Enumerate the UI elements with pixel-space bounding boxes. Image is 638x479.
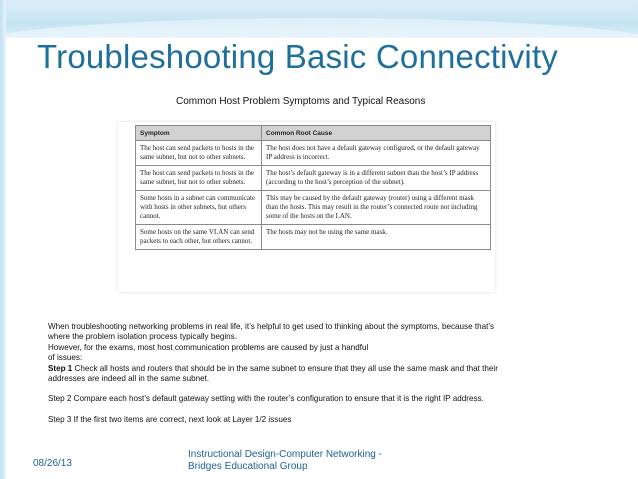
table-row — [136, 166, 491, 191]
symptom-cell: The host can send packets to hosts in the same subnet, but not to other subnets. — [136, 166, 262, 191]
table-row — [136, 191, 491, 225]
footer-date: 08/26/13 — [33, 458, 72, 469]
step-2: Step 2 Compare each host’s default gateway setting with the router’s configuration to ensure that it is the right IP address. — [48, 394, 484, 404]
step-1-text: Check all hosts and routers that should be in the same subnet to ensure that they all use the same mask and that their — [72, 363, 498, 373]
table-header-row — [136, 126, 491, 141]
symptom-table — [135, 125, 491, 250]
body-line: where the problem isolation process typically begins. — [48, 332, 237, 342]
body-line: However, for the exams, most host communication problems are caused by just a handful — [48, 342, 369, 352]
left-edge-decoration — [0, 0, 6, 479]
header-band — [0, 0, 638, 38]
symptom-cell: Some hosts on the same VLAN can send packets to each other, but others cannot. — [136, 225, 262, 250]
footer-credit-line: Bridges Educational Group — [188, 461, 308, 472]
body-line: of issues: — [48, 353, 83, 363]
footer-credit-line: Instructional Design-Computer Networking - — [188, 449, 382, 460]
symptom-cell: Some hosts in a subnet can communicate with hosts in other subnets, but others cannot. — [136, 191, 262, 225]
symptom-table-card — [118, 122, 495, 292]
cause-cell: The host’s default gateway is in a different subnet than the host’s IP address (according to the host’s perception of the subnet). — [262, 166, 491, 191]
step-3: Step 3 If the first two items are correct, next look at Layer 1/2 issues — [48, 414, 292, 424]
table-caption: Common Host Problem Symptoms and Typical Reasons — [176, 96, 426, 107]
table-row — [136, 225, 491, 250]
header-sheen — [0, 18, 638, 38]
slide-title: Troubleshooting Basic Connectivity — [37, 38, 559, 75]
cause-cell: The host does not have a default gateway configured, or the default gateway IP address is incorrect. — [262, 141, 491, 166]
cause-cell: The hosts may not be using the same mask. — [262, 225, 491, 250]
spacer — [48, 384, 608, 394]
step-1 — [48, 364, 608, 374]
column-header-symptom: Symptom — [136, 126, 262, 141]
column-header-cause: Common Root Cause — [262, 126, 491, 141]
body-text — [48, 322, 608, 425]
step-1-label: Step 1 — [48, 363, 73, 373]
body-line: When troubleshooting networking problems in real life, it’s helpful to get used to thinking about the symptoms, because that’s — [48, 322, 495, 331]
spacer — [48, 405, 608, 415]
table-row — [136, 141, 491, 166]
symptom-cell: The host can send packets to hosts in the same subnet, but not to other subnets. — [136, 141, 262, 166]
footer-credit — [188, 449, 382, 473]
step-1-continuation: addresses are indeed all in the same subnet. — [48, 374, 210, 384]
cause-cell: This may be caused by the default gateway (router) using a different mask than the hosts. This may result in the router’s connected route not including some of the hosts on the LAN. — [262, 191, 491, 225]
